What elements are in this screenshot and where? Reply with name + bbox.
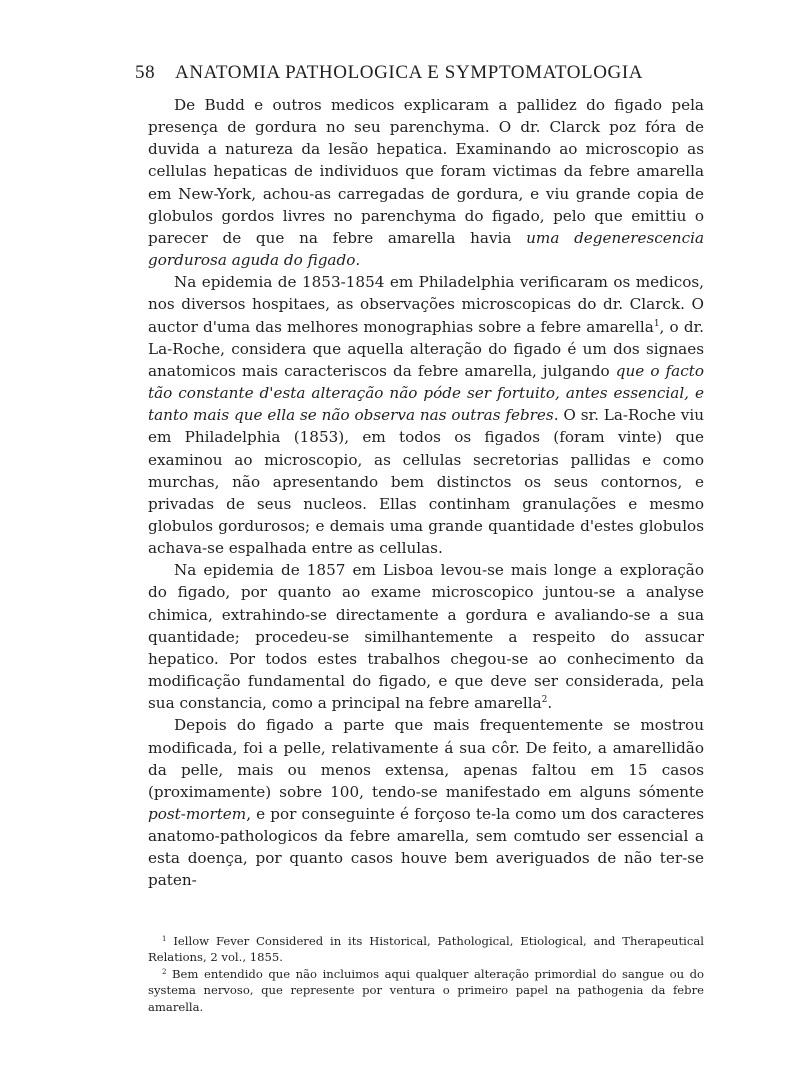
paragraph [148,271,704,559]
body-text [148,94,704,892]
text-run: Na epidemia de 1857 em Lisboa levou-se mais longe a exploração do figado, por quanto ao exame microscopico juntou-se a analyse chimica, extrahindo-se directamente a gordura e avaliando-se a sua quantidade; procedeu-se similhantemente a respeito do assucar hepatico. Por todos estes trabalhos chegou-se ao conhecimento da modificação fundamental do figado, e que deve ser considerada, pela sua constancia, como a principal na febre amarella [148,561,704,713]
footnote-ref: 1 [653,318,660,329]
text-run: , e por conseguinte é forçoso te-la como um dos caracteres anatomo-pathologicos da febre amarella, sem comtudo ser essencial a esta doença, por quanto casos houve bem averiguados de não ter-se paten- [148,805,704,890]
text-run: . [355,251,361,270]
text-run: Na epidemia de 1853-1854 em Philadelphia verificaram os medicos, nos diversos hospitaes, as observações microscopicas do dr. Clarck. O auctor d'uma das melhores monographias sobre a febre amarella [148,273,704,336]
footnote-ref: 2 [541,695,548,706]
text-run: . [547,694,553,713]
italic-text: uma degenerescencia gordurosa aguda do figado [148,228,704,270]
paragraph [148,94,704,271]
footnote-text: Bem entendido que não incluimos aqui qualquer alteração primordial do sangue ou do systema nervoso, que represente por ventura o primeiro papel na pathogenia da febre amarella. [148,966,704,1014]
italic-text: que o facto tão constante d'esta alteração não póde ser fortuito, antes essencial, e tanto mais que ella se não observa nas outras febres [148,361,704,425]
footnote-mark: 1 [162,935,167,943]
running-header [135,62,695,84]
footnote [148,933,704,966]
page-title: ANATOMIA PATHOLOGICA E SYMPTOMATOLOGIA [175,62,644,83]
text-run: . O sr. La-Roche viu em Philadelphia (1853), em todos os figados (foram vinte) que examinou ao microscopio, as cellulas secretorias pallidas e como murchas, não apresentando bem distinctos os seus contornos, e privadas de seus nucleos. Ellas continham granulações e mesmo globulos gordurosos; e demais uma grande quantidade d'estes globulos achava-se espalhada entre as cellulas. [148,406,704,558]
paragraph [148,559,704,714]
text-run: Depois do figado a parte que mais frequentemente se mostrou modificada, foi a pelle, relativamente á sua côr. De feito, a amarellidão da pelle, mais ou menos extensa, apenas faltou em 15 casos (proximamente) sobre 100, tendo-se manifestado em alguns sómente [148,716,704,801]
italic-text: post-mortem [148,805,247,823]
footnote [148,966,704,1015]
text-run: , o dr. La-Roche, considera que aquella alteração do figado é um dos signaes anatomicos mais caracteriscos da febre amarella, julgando [148,317,704,380]
footnote-mark: 2 [162,967,167,976]
footnote-text: Iellow Fever Considered in its Historical, Pathological, Etiological, and Therapeutical Relations, 2 vol., 1855. [148,934,705,965]
text-run: De Budd e outros medicos explicaram a pallidez do figado pela presença de gordura no seu parenchyma. O dr. Clarck poz fóra de duvida a natureza da lesão hepatica. Examinando ao microscopio as cellulas hepaticas de individuos que foram victimas da febre amarella em New-York, achou-as carregadas de gordura, e viu grande copia de globulos gordos livres no parenchyma do figado, pelo que emittiu o parecer de que na febre amarella havia [148,96,704,247]
paragraph [148,714,704,891]
page-number: 58 [135,62,156,83]
footnotes [148,933,704,1015]
